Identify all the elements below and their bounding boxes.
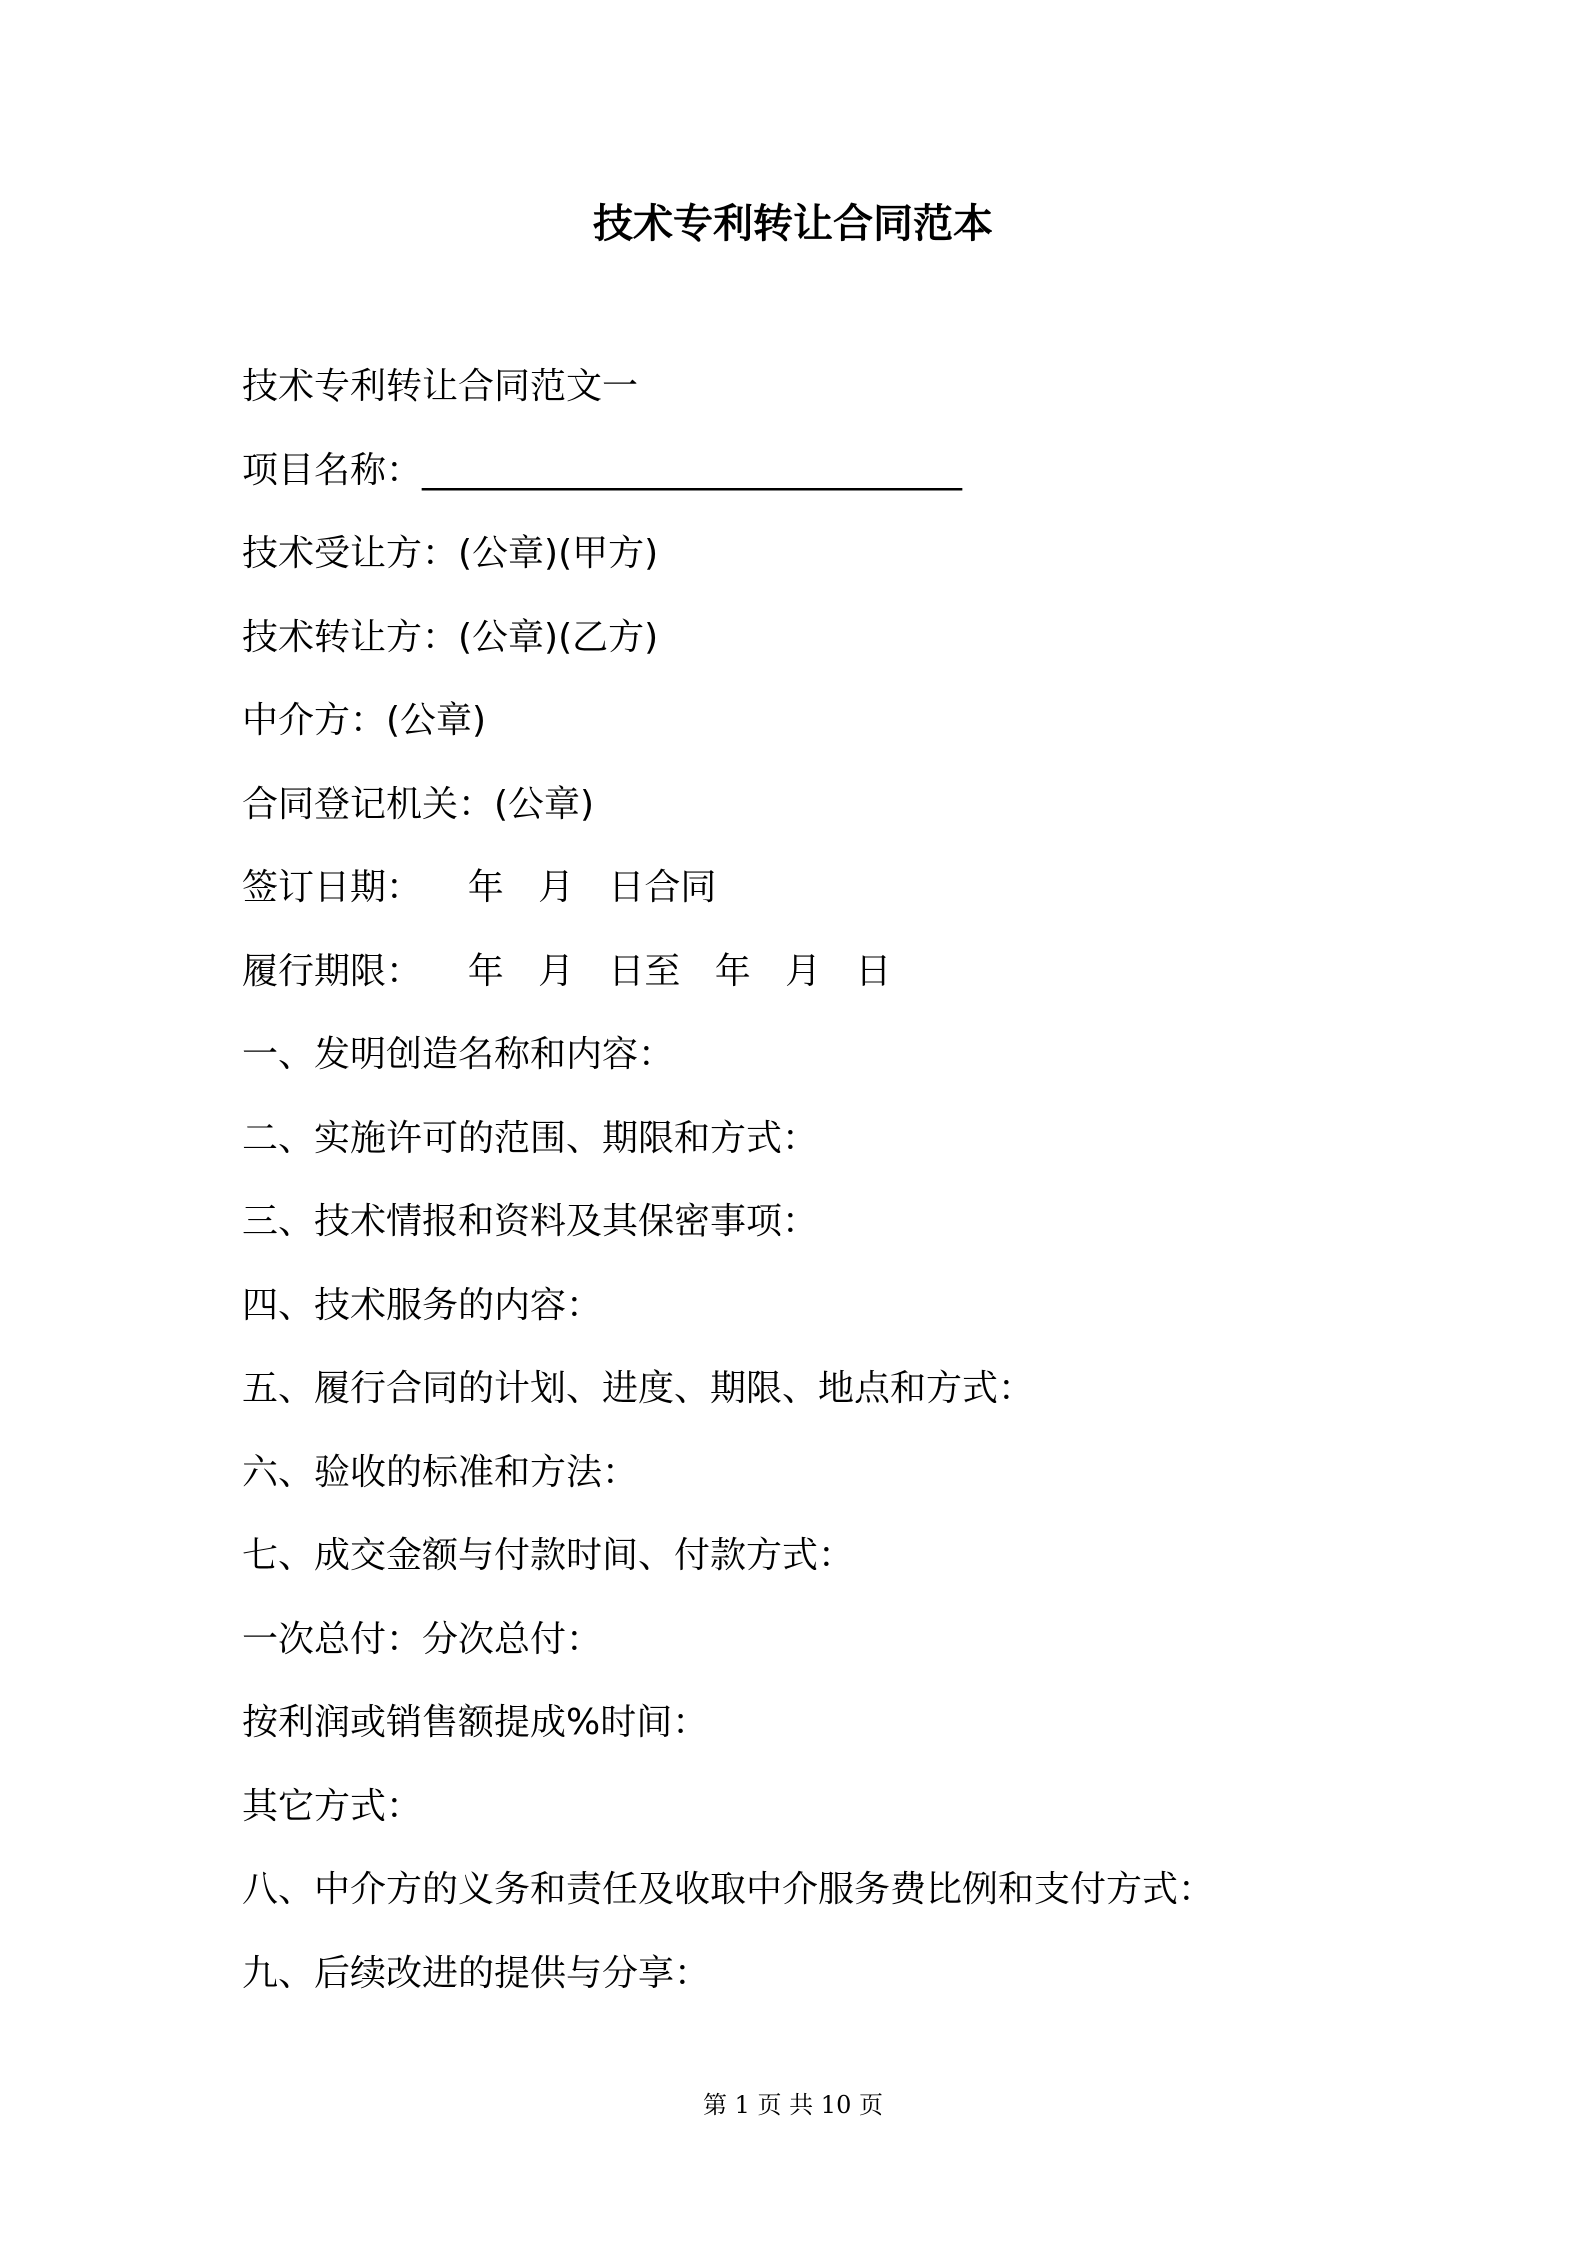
page-number-footer: 第 1 页 共 10 页 <box>703 2091 883 2119</box>
signing-date-line: 签订日期： 年 月 日合同 <box>242 867 717 908</box>
payment-lump-sum-line: 一次总付：分次总付： <box>242 1618 603 1660</box>
document-title: 技术专利转让合同范本 <box>593 201 993 247</box>
intermediary-line: 中介方：(公章) <box>242 700 487 741</box>
clause-5: 五、履行合同的计划、进度、期限、地点和方式： <box>242 1368 1035 1409</box>
clause-6: 六、验收的标准和方法： <box>242 1451 639 1493</box>
clause-8: 八、中介方的义务和责任及收取中介服务费比例和支付方式： <box>242 1869 1215 1910</box>
clause-2: 二、实施许可的范围、期限和方式： <box>242 1117 819 1159</box>
licensee-line: 技术受让方：(公章)(甲方) <box>242 533 659 574</box>
document-body <box>242 362 1362 2032</box>
project-name-line: 项目名称：______________________________ <box>242 449 963 491</box>
registration-authority-line: 合同登记机关：(公章) <box>242 783 595 825</box>
licensor-line: 技术转让方：(公章)(乙方) <box>242 616 659 658</box>
payment-royalty-line: 按利润或销售额提成%时间： <box>242 1702 709 1743</box>
clause-4: 四、技术服务的内容： <box>242 1284 603 1326</box>
clause-3: 三、技术情报和资料及其保密事项： <box>242 1201 819 1242</box>
clause-1: 一、发明创造名称和内容： <box>242 1034 675 1075</box>
section-heading: 技术专利转让合同范文一 <box>242 366 639 407</box>
clause-7: 七、成交金额与付款时间、付款方式： <box>242 1535 855 1576</box>
performance-period-line: 履行期限： 年 月 日至 年 月 日 <box>242 950 892 992</box>
payment-other-line: 其它方式： <box>242 1785 423 1827</box>
clause-9: 九、后续改进的提供与分享： <box>242 1952 711 1994</box>
